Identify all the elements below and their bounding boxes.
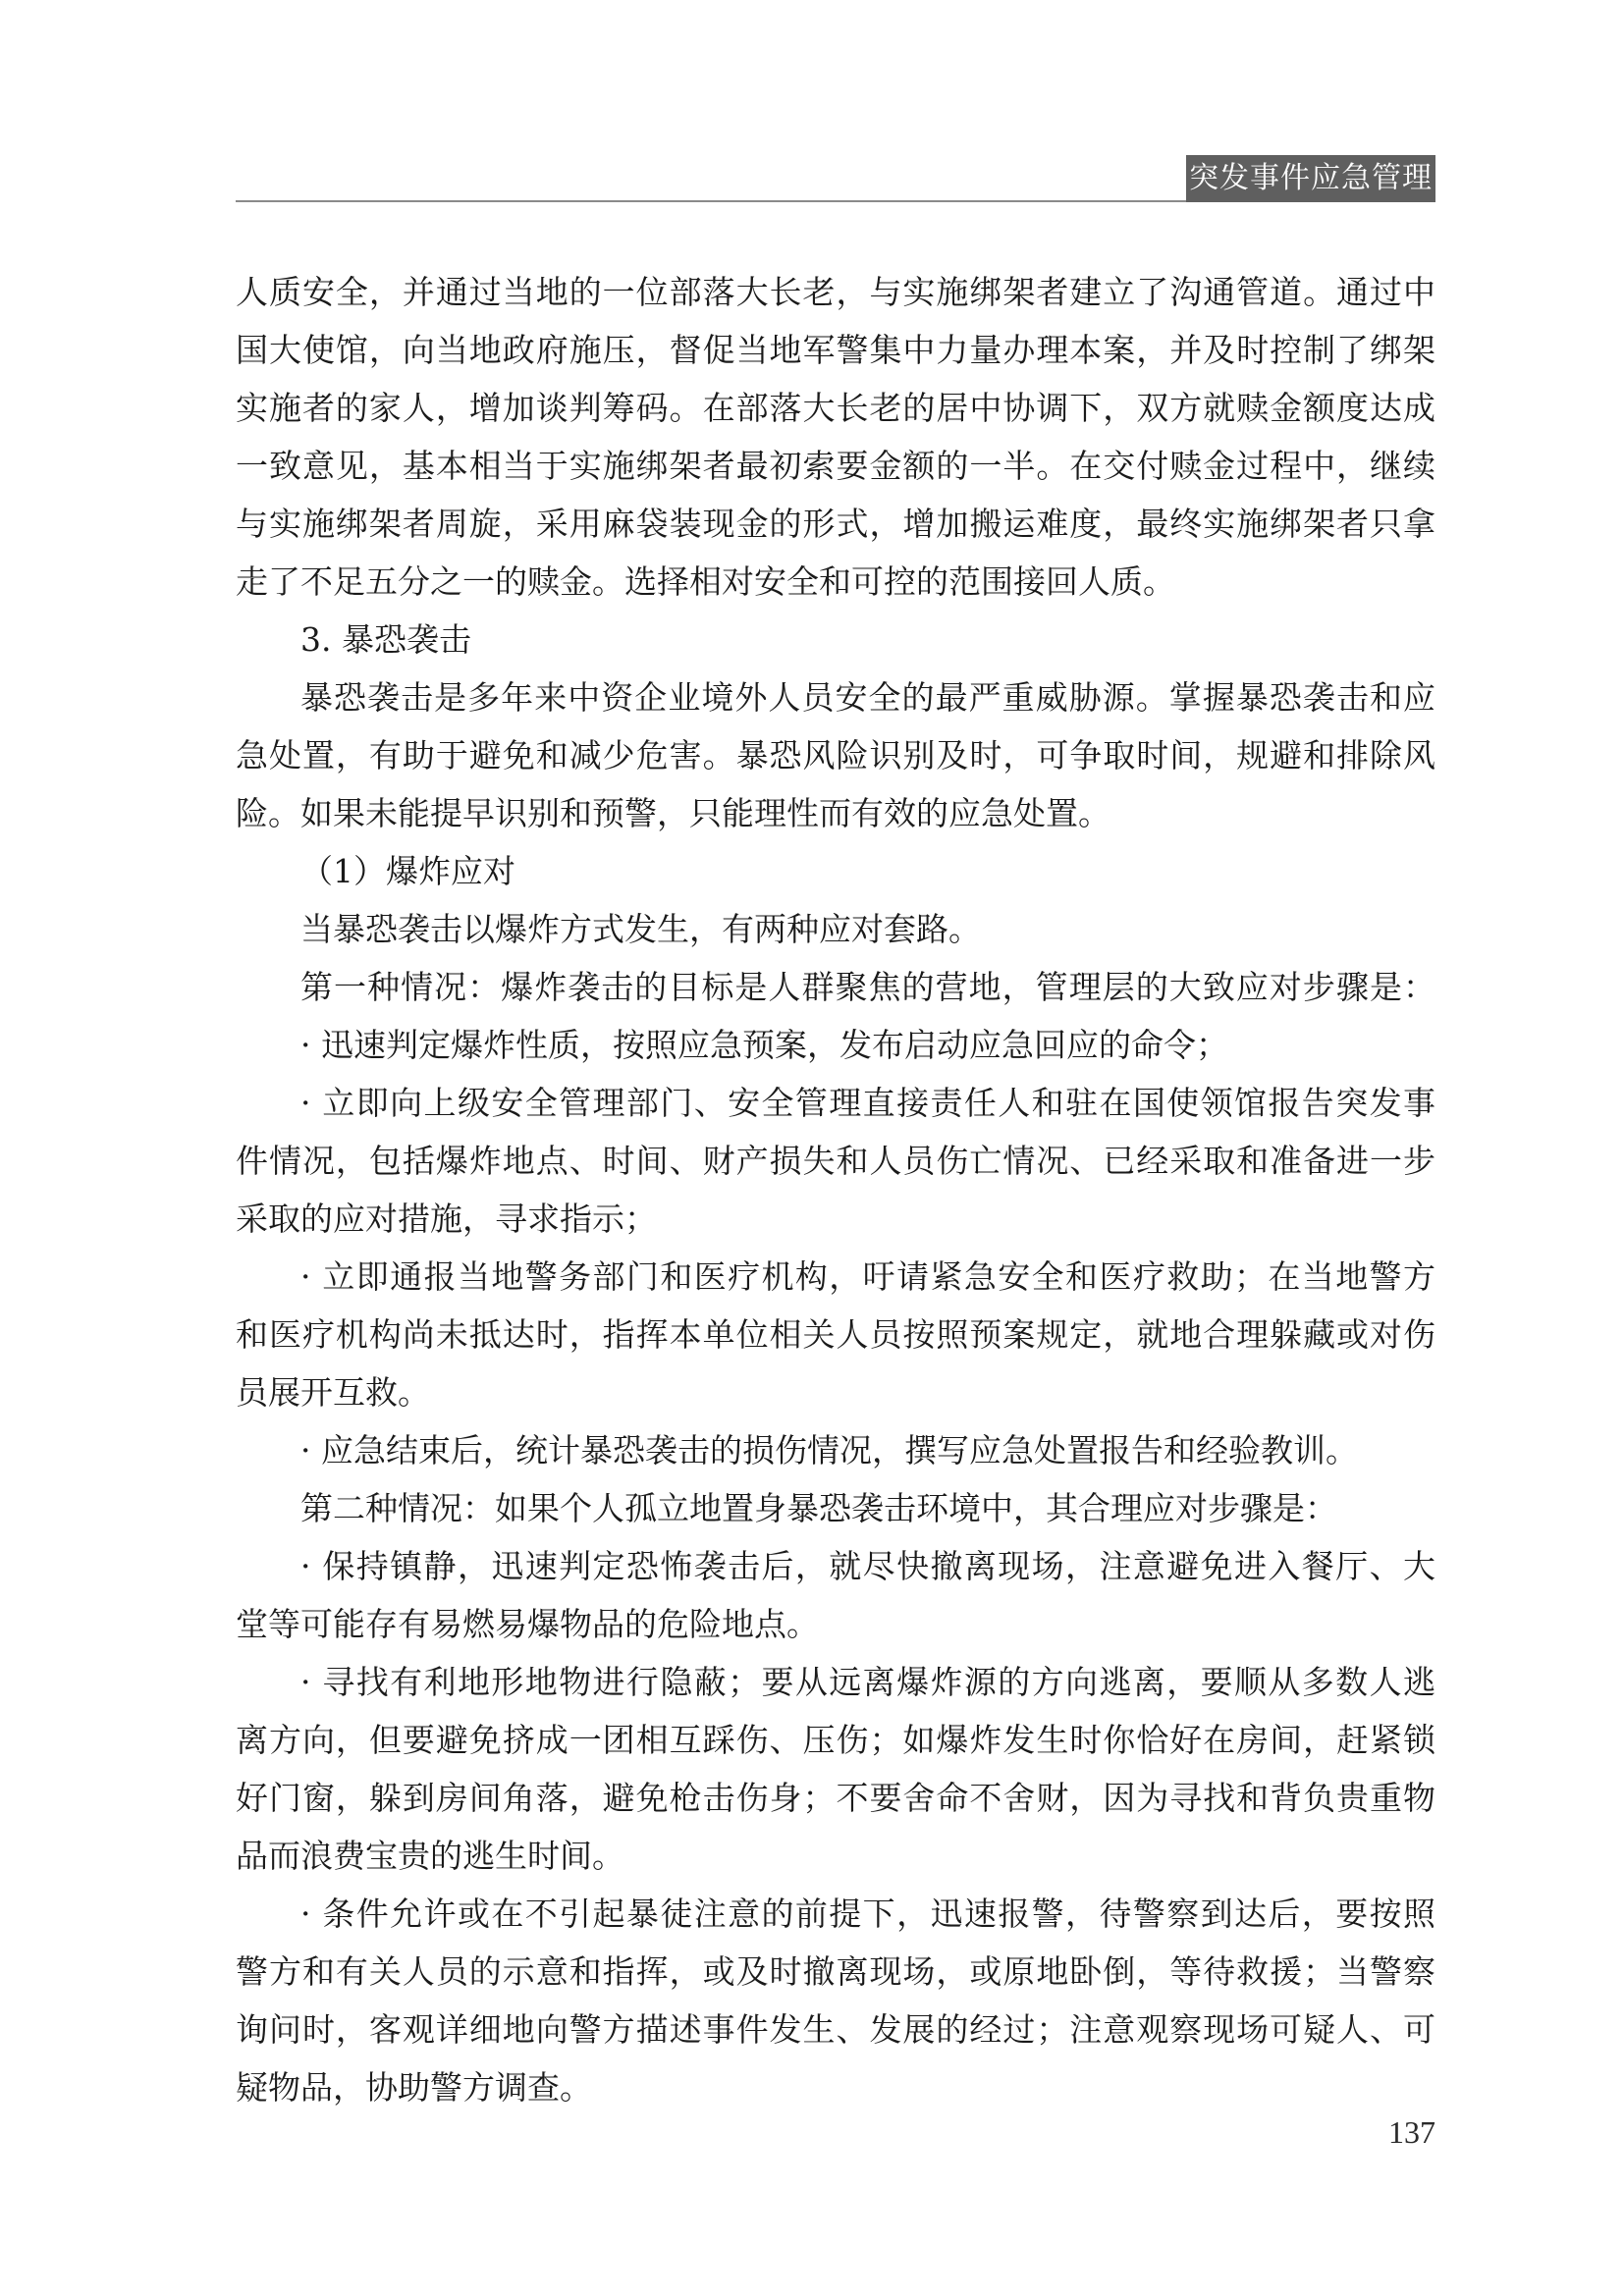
- text-line: 走了不足五分之一的赎金。选择相对安全和可控的范围接回人质。: [236, 562, 1175, 601]
- text-line: · 寻找有利地形地物进行隐蔽；要从远离爆炸源的方向逃离，要顺从多数人逃: [300, 1663, 1435, 1701]
- text-line: · 保持镇静，迅速判定恐怖袭击后，就尽快撤离现场，注意避免进入餐厅、大: [300, 1547, 1435, 1585]
- text-line: 3. 暴恐袭击: [300, 620, 471, 659]
- text-line: 险。如果未能提早识别和预警，只能理性而有效的应急处置。: [236, 794, 1110, 832]
- text-line: 疑物品，协助警方调查。: [236, 2068, 592, 2107]
- text-line: 一致意见，基本相当于实施绑架者最初索要金额的一半。在交付赎金过程中，继续: [236, 447, 1435, 485]
- text-line: 国大使馆，向当地政府施压，督促当地军警集中力量办理本案，并及时控制了绑架: [236, 331, 1435, 369]
- text-line: 第一种情况：爆炸袭击的目标是人群聚焦的营地，管理层的大致应对步骤是：: [300, 968, 1435, 1006]
- text-line: （1）爆炸应对: [300, 852, 515, 890]
- text-line: 急处置，有助于避免和减少危害。暴恐风险识别及时，可争取时间，规避和排除风: [236, 736, 1435, 774]
- text-line: 采取的应对措施，寻求指示；: [236, 1200, 657, 1238]
- text-line: · 迅速判定爆炸性质，按照应急预案，发布启动应急回应的命令；: [300, 1026, 1228, 1064]
- text-line: 品而浪费宝贵的逃生时间。: [236, 1837, 624, 1875]
- text-line: 件情况，包括爆炸地点、时间、财产损失和人员伤亡情况、已经采取和准备进一步: [236, 1142, 1435, 1180]
- text-line: · 立即向上级安全管理部门、安全管理直接责任人和驻在国使领馆报告突发事: [300, 1084, 1435, 1122]
- body-text: [236, 263, 1435, 2116]
- text-line: 当暴恐袭击以爆炸方式发生，有两种应对套路。: [300, 910, 981, 948]
- text-line: 与实施绑架者周旋，采用麻袋装现金的形式，增加搬运难度，最终实施绑架者只拿: [236, 505, 1435, 543]
- text-line: 第二种情况：如果个人孤立地置身暴恐袭击环境中，其合理应对步骤是：: [300, 1489, 1337, 1527]
- text-line: 员展开互救。: [236, 1373, 430, 1412]
- text-line: 堂等可能存有易燃易爆物品的危险地点。: [236, 1605, 819, 1643]
- text-line: 暴恐袭击是多年来中资企业境外人员安全的最严重威胁源。掌握暴恐袭击和应: [300, 678, 1435, 717]
- text-line: 和医疗机构尚未抵达时，指挥本单位相关人员按照预案规定，就地合理躲藏或对伤: [236, 1315, 1435, 1354]
- text-line: 询问时，客观详细地向警方描述事件发生、发展的经过；注意观察现场可疑人、可: [236, 2010, 1435, 2049]
- text-line: · 条件允许或在不引起暴徒注意的前提下，迅速报警，待警察到达后，要按照: [300, 1895, 1435, 1933]
- text-line: · 立即通报当地警务部门和医疗机构，吁请紧急安全和医疗救助；在当地警方: [300, 1257, 1435, 1296]
- page-number: 137: [1388, 2114, 1435, 2150]
- section-title-badge: 突发事件应急管理: [1186, 155, 1435, 202]
- text-line: 实施者的家人，增加谈判筹码。在部落大长老的居中协调下，双方就赎金额度达成: [236, 389, 1435, 427]
- text-line: 离方向，但要避免挤成一团相互踩伤、压伤；如爆炸发生时你恰好在房间，赶紧锁: [236, 1721, 1435, 1759]
- text-line: · 应急结束后，统计暴恐袭击的损伤情况，撰写应急处置报告和经验教训。: [300, 1431, 1358, 1469]
- text-line: 好门窗，躲到房间角落，避免枪击伤身；不要舍命不舍财，因为寻找和背负贵重物: [236, 1779, 1435, 1817]
- text-line: 警方和有关人员的示意和指挥，或及时撤离现场，或原地卧倒，等待救援；当警察: [236, 1952, 1435, 1991]
- text-line: 人质安全，并通过当地的一位部落大长老，与实施绑架者建立了沟通管道。通过中: [236, 273, 1435, 311]
